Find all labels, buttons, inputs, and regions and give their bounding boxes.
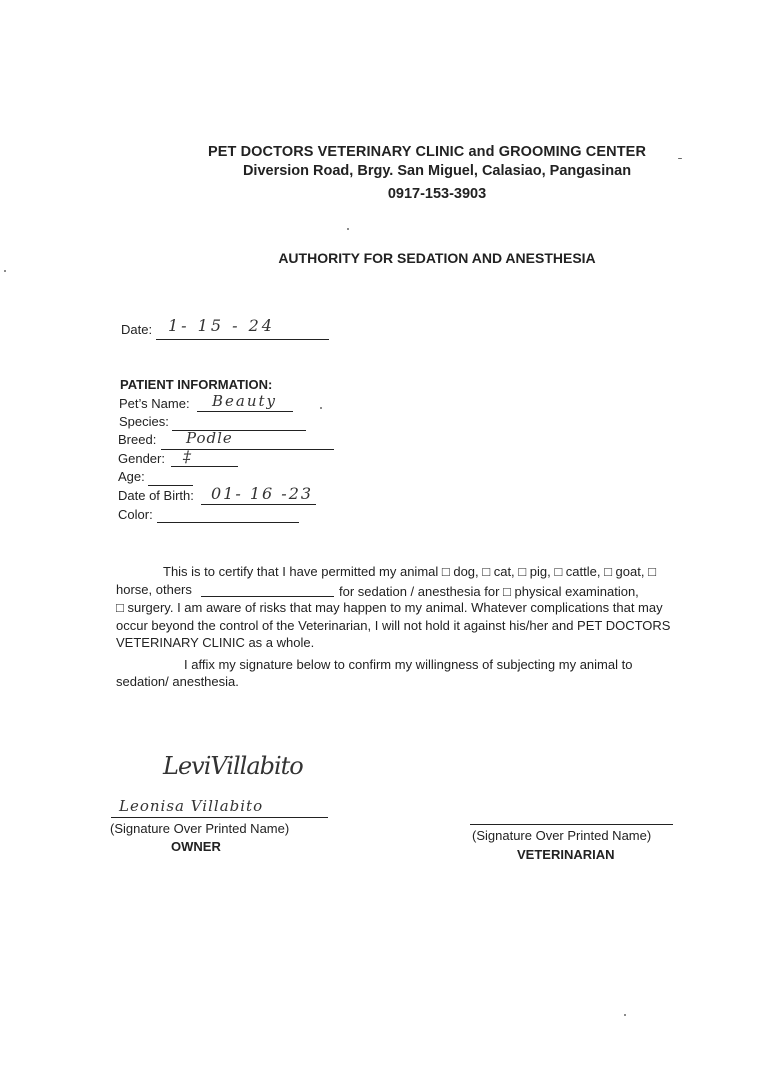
scan-speck [624,1014,626,1016]
certification-line-5: VETERINARY CLINIC as a whole. [116,635,315,650]
age-line [148,485,193,486]
date-line [156,339,329,340]
certification-line-7: sedation/ anesthesia. [116,674,239,689]
pets-name-value: Beauty [212,392,278,410]
breed-value: Podle [186,429,233,447]
owner-signature-line [111,817,328,818]
veterinarian-signature-caption: (Signature Over Printed Name) [472,828,652,843]
date-of-birth-line [201,504,316,505]
date-label: Date: [121,322,153,337]
certification-line-2-end: for sedation / anesthesia for □ physical examination, [339,584,639,599]
clinic-name: PET DOCTORS VETERINARY CLINIC and GROOMING CENTER [207,144,647,160]
date-value: 1- 15 - 24 [168,316,275,335]
certification-line-3: □ surgery. I am aware of risks that may happen to my animal. Whatever complications that may [116,600,663,615]
pets-name-label: Pet’s Name: [119,396,190,411]
gender-label: Gender: [118,451,165,466]
owner-signature-caption: (Signature Over Printed Name) [110,821,290,836]
gender-line [171,466,238,467]
form-title: AUTHORITY FOR SEDATION AND ANESTHESIA [278,250,596,266]
scan-speck [4,270,6,272]
gender-value: ‡ [183,447,191,466]
scan-speck [678,158,682,159]
species-label: Species: [119,414,169,429]
scan-speck [320,407,322,409]
color-line [157,522,299,523]
color-label: Color: [118,507,153,522]
date-of-birth-value: 01- 16 -23 [211,484,314,503]
age-label: Age: [118,469,145,484]
breed-label: Breed: [118,432,157,447]
certification-line-2-start: horse, others [116,582,192,597]
clinic-address: Diversion Road, Brgy. San Miguel, Calasiao, Pangasinan [242,163,632,179]
others-blank-line [201,596,334,597]
owner-printed-name: Leonisa Villabito [119,797,264,815]
clinic-phone: 0917-153-3903 [387,186,487,202]
owner-signature: LeviVillabito [163,752,303,780]
date-of-birth-label: Date of Birth: [118,488,194,503]
veterinarian-signature-line [470,824,673,825]
owner-role-label: OWNER [171,839,221,854]
certification-line-4: occur beyond the control of the Veterinarian, I will not hold it against his/her and PET DOCTORS [116,618,671,633]
pets-name-line [197,411,293,412]
certification-line-1: This is to certify that I have permitted my animal □ dog, □ cat, □ pig, □ cattle, □ goat, □ [163,564,656,579]
scan-speck [347,228,349,230]
certification-line-6: I affix my signature below to confirm my willingness of subjecting my animal to [184,657,633,672]
veterinarian-role-label: VETERINARIAN [517,847,615,862]
patient-information-heading: PATIENT INFORMATION: [120,377,273,392]
